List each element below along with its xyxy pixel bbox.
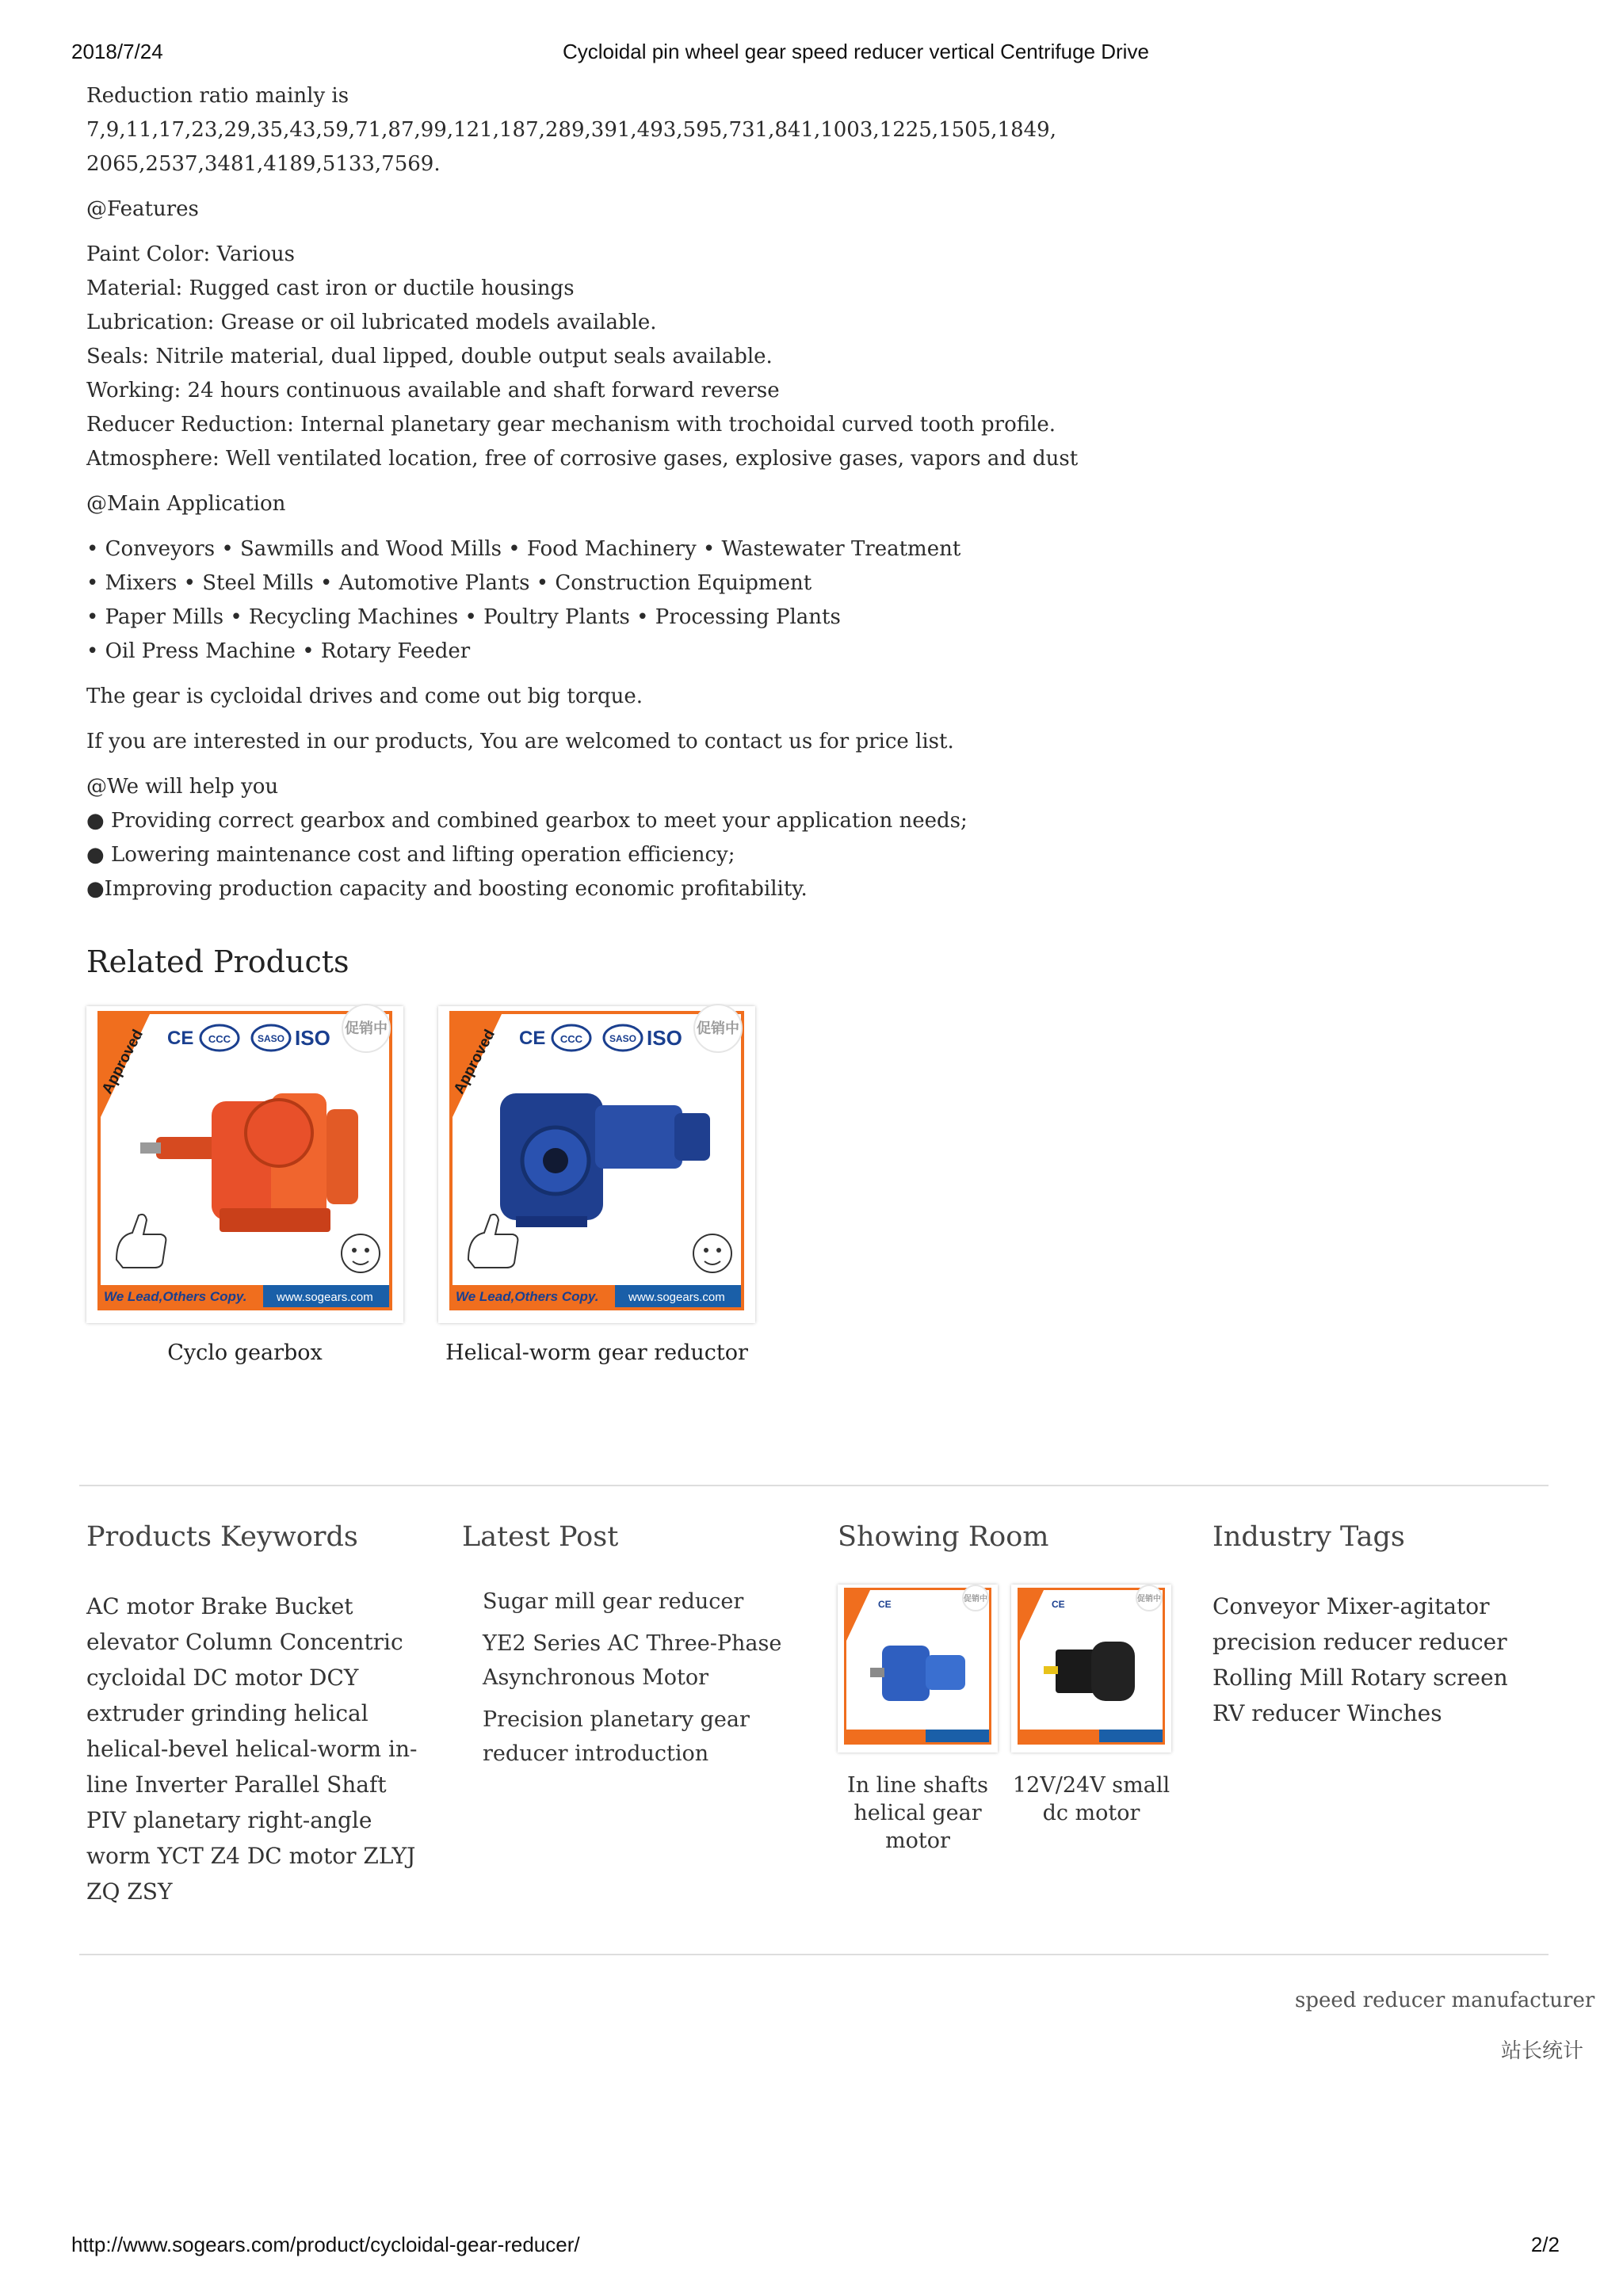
help-heading: @We will help you	[86, 775, 279, 799]
approved-ribbon	[846, 1590, 870, 1641]
products-keywords-list[interactable]: AC motor Brake Bucket elevator Column Concentric cycloidal DC motor DCY extruder grinding helical helical-bevel helical-worm in-line Inverter Parallel Shaft PIV planetary right-angle worm YCT Z4 DC motor ZLYJ ZQ ZSY	[86, 1593, 418, 1905]
product-image	[449, 1011, 744, 1310]
saso-cert-label: SASO	[257, 1033, 285, 1044]
feature-item: Reducer Reduction: Internal planetary gear mechanism with trochoidal curved tooth profile.	[86, 413, 1056, 437]
print-footer	[0, 2233, 1623, 2264]
application-line: • Mixers • Steel Mills • Automotive Plants • Construction Equipment	[86, 571, 812, 595]
torque-note: The gear is cycloidal drives and come out big torque.	[86, 685, 643, 708]
ce-cert-mark: CE	[167, 1028, 194, 1049]
latest-post-item[interactable]: YE2 Series AC Three-Phase Asynchronous Motor	[483, 1631, 782, 1690]
cyclo-gearbox-icon	[140, 1093, 358, 1232]
product-card-helical-worm-reductor[interactable]	[438, 1006, 755, 1323]
print-page-title: Cycloidal pin wheel gear speed reducer vertical Centrifuge Drive	[563, 40, 1149, 63]
sale-badge-label: 促销中	[964, 1595, 987, 1604]
latest-post-item[interactable]: Precision planetary gear reducer introduction	[483, 1707, 750, 1766]
iso-cert-mark: ISO	[647, 1026, 682, 1050]
application-line: • Conveyors • Sawmills and Wood Mills • Food Machinery • Wastewater Treatment	[86, 537, 961, 561]
help-item: ● Lowering maintenance cost and lifting operation efficiency;	[86, 843, 735, 867]
application-line: • Oil Press Machine • Rotary Feeder	[86, 639, 471, 663]
thumbs-up-icon	[468, 1215, 517, 1268]
helical-worm-reducer-icon	[500, 1093, 710, 1227]
ratio-values-line-2: 2065,2537,3481,4189,5133,7569.	[86, 152, 441, 176]
banner-site: www.sogears.com	[277, 1291, 373, 1304]
print-header	[0, 40, 1623, 71]
product-card-cyclo-gearbox[interactable]	[86, 1006, 403, 1323]
helical-gear-motor-icon	[870, 1646, 965, 1701]
ratio-values-line-1: 7,9,11,17,23,29,35,43,59,71,87,99,121,187,289,391,493,595,731,841,1003,1225,1505,1849,	[86, 118, 1056, 142]
product-image	[97, 1011, 392, 1310]
showing-room-image	[844, 1588, 991, 1745]
banner-site: www.sogears.com	[628, 1291, 725, 1304]
product-banner-graphic	[98, 1014, 389, 1307]
banner-footer-slogan-bg	[1020, 1730, 1099, 1742]
saso-cert-label: SASO	[609, 1033, 637, 1044]
help-item: ● Providing correct gearbox and combined gearbox to meet your application needs;	[86, 809, 968, 833]
showing-room-banner-graphic	[1020, 1590, 1163, 1742]
ce-cert-mark: CE	[519, 1028, 546, 1049]
ce-cert-mark: CE	[1052, 1599, 1065, 1610]
ccc-cert-label: CCC	[208, 1033, 231, 1045]
industry-tags-list[interactable]: Conveyor Mixer-agitator precision reducer reducer Rolling Mill Rotary screen RV reducer Winches	[1212, 1593, 1508, 1726]
showing-room-name[interactable]: 12V/24V small dc motor	[1012, 1773, 1170, 1825]
related-products-title: Related Products	[86, 944, 349, 979]
approved-ribbon-label: Approved	[98, 1027, 147, 1097]
ratio-intro: Reduction ratio mainly is	[86, 84, 349, 108]
site-stats-link[interactable]: 站长统计	[1501, 2039, 1584, 2063]
approved-ribbon-label: Approved	[450, 1027, 499, 1097]
showing-room-card-small-dc-motor[interactable]	[1011, 1585, 1171, 1753]
help-item: ●Improving production capacity and boosting economic profitability.	[86, 877, 808, 901]
feature-item: Paint Color: Various	[86, 242, 295, 266]
print-url: http://www.sogears.com/product/cycloidal-gear-reducer/	[71, 2233, 580, 2256]
feature-item: Atmosphere: Well ventilated location, free of corrosive gases, explosive gases, vapors and dust	[86, 447, 1079, 471]
banner-footer-slogan-bg	[846, 1730, 926, 1742]
feature-item: Material: Rugged cast iron or ductile housings	[86, 277, 575, 300]
application-heading: @Main Application	[86, 492, 286, 516]
banner-slogan: We Lead,Others Copy.	[456, 1289, 599, 1304]
application-line: • Paper Mills • Recycling Machines • Poultry Plants • Processing Plants	[86, 605, 841, 629]
feature-item: Seals: Nitrile material, dual lipped, double output seals available.	[86, 345, 773, 368]
cartoon-face-icon	[342, 1234, 380, 1272]
products-keywords-title: Products Keywords	[86, 1521, 358, 1553]
site-footer-link[interactable]: speed reducer manufacturer	[1295, 1989, 1595, 2012]
print-date: 2018/7/24	[71, 40, 163, 63]
latest-post-item[interactable]: Sugar mill gear reducer	[483, 1589, 744, 1614]
showing-room-image	[1018, 1588, 1165, 1745]
iso-cert-mark: ISO	[295, 1026, 330, 1050]
thumbs-up-icon	[116, 1215, 166, 1268]
product-name-helical-worm-reductor[interactable]: Helical-worm gear reductor	[445, 1341, 748, 1365]
latest-post-title: Latest Post	[462, 1521, 619, 1553]
cartoon-face-icon	[693, 1234, 731, 1272]
latest-post-list	[483, 1585, 800, 1779]
footer-top-divider	[79, 1485, 1549, 1486]
features-heading: @Features	[86, 197, 199, 221]
banner-slogan: We Lead,Others Copy.	[104, 1289, 247, 1304]
feature-item: Working: 24 hours continuous available and shaft forward reverse	[86, 379, 780, 402]
industry-tags-title: Industry Tags	[1212, 1521, 1405, 1553]
article-content	[86, 79, 1117, 906]
sale-badge-label: 促销中	[1137, 1595, 1161, 1604]
showing-room-title: Showing Room	[838, 1521, 1049, 1553]
footer-bottom-divider	[79, 1954, 1549, 1955]
showing-room-banner-graphic	[846, 1590, 989, 1742]
contact-note: If you are interested in our products, You are welcomed to contact us for price list.	[86, 730, 954, 753]
feature-item: Lubrication: Grease or oil lubricated models available.	[86, 311, 657, 334]
approved-ribbon	[1020, 1590, 1044, 1641]
ccc-cert-label: CCC	[559, 1033, 583, 1045]
showing-room-card-helical-gear-motor[interactable]	[838, 1585, 998, 1753]
sale-badge-label: 促销中	[697, 1020, 739, 1037]
product-name-cyclo-gearbox[interactable]: Cyclo gearbox	[167, 1341, 323, 1365]
showing-room-name[interactable]: In line shafts helical gear motor	[847, 1773, 988, 1853]
print-page-number: 2/2	[1530, 2233, 1560, 2256]
small-dc-motor-icon	[1044, 1642, 1135, 1701]
sale-badge-label: 促销中	[345, 1020, 388, 1037]
ce-cert-mark: CE	[878, 1599, 892, 1610]
product-banner-graphic	[450, 1014, 741, 1307]
